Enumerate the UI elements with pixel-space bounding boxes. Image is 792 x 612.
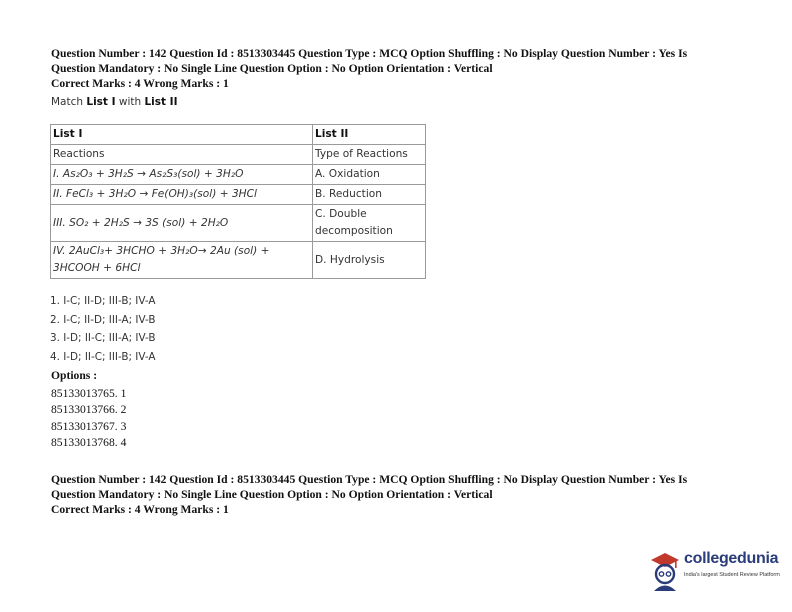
header-line-2: Question Mandatory : No Single Line Question Option : No Option Orientation : Vertical xyxy=(51,488,493,501)
brand-name: collegedunia xyxy=(684,550,779,567)
match-mid: with xyxy=(115,96,145,108)
match-instruction xyxy=(51,96,178,108)
collegedunia-logo xyxy=(648,546,788,594)
table-cell: B. Reduction xyxy=(313,185,426,205)
answer-choice: 2. I-C; II-D; III-A; IV-B xyxy=(50,313,156,326)
table-cell: III. SO₂ + 2H₂S → 3S (sol) + 2H₂O xyxy=(51,205,313,242)
table-row xyxy=(51,185,426,205)
graduate-icon xyxy=(648,548,682,592)
question-header-bottom xyxy=(51,472,751,517)
option-id: 85133013768. 4 xyxy=(51,435,127,449)
table-cell: C. Double decomposition xyxy=(313,205,426,242)
table-cell: Type of Reactions xyxy=(313,145,426,165)
answer-choice: 3. I-D; II-C; III-A; IV-B xyxy=(50,332,156,344)
table-row xyxy=(51,145,426,165)
match-list1: List I xyxy=(86,96,116,108)
table-cell: II. FeCl₃ + 3H₂O → Fe(OH)₃(sol) + 3HCl xyxy=(51,185,313,205)
match-table xyxy=(50,124,426,279)
match-prefix: Match xyxy=(51,96,87,108)
options-label: Options : xyxy=(51,369,98,382)
question-header-top xyxy=(51,46,751,91)
match-list2: List II xyxy=(144,96,178,108)
table-cell: Reactions xyxy=(51,145,313,165)
option-id: 85133013765. 1 xyxy=(51,387,127,400)
option-id: 85133013766. 2 xyxy=(51,403,127,417)
table-header-list1: List I xyxy=(51,125,313,145)
table-cell: A. Oxidation xyxy=(313,165,426,185)
answer-choices xyxy=(50,292,155,366)
answer-choice: 4. I-D; II-C; III-B; IV-A xyxy=(50,350,156,363)
header-line-3: Correct Marks : 4 Wrong Marks : 1 xyxy=(51,503,229,516)
table-cell: IV. 2AuCl₃+ 3HCHO + 3H₂O→ 2Au (sol) + 3HCOOH + 6HCl xyxy=(51,242,313,279)
options-list xyxy=(51,386,126,451)
header-line-3: Correct Marks : 4 Wrong Marks : 1 xyxy=(51,77,229,90)
table-row xyxy=(51,165,426,185)
table-header-list2: List II xyxy=(313,125,426,145)
answer-choice: 1. I-C; II-D; III-B; IV-A xyxy=(50,295,156,307)
table-header-row xyxy=(51,125,426,145)
table-cell: D. Hydrolysis xyxy=(313,242,426,279)
header-line-1: Question Number : 142 Question Id : 8513303445 Question Type : MCQ Option Shuffling : No Display Question Number : Yes Is xyxy=(51,473,688,486)
header-line-1: Question Number : 142 Question Id : 8513303445 Question Type : MCQ Option Shuffling : No Display Question Number : Yes Is xyxy=(51,47,688,60)
table-row xyxy=(51,205,426,242)
table-row xyxy=(51,242,426,279)
brand-tagline: India's largest Student Review Platform xyxy=(684,572,780,578)
option-id: 85133013767. 3 xyxy=(51,419,127,433)
header-line-2: Question Mandatory : No Single Line Question Option : No Option Orientation : Vertical xyxy=(51,62,493,75)
table-cell: I. As₂O₃ + 3H₂S → As₂S₃(sol) + 3H₂O xyxy=(51,165,313,185)
